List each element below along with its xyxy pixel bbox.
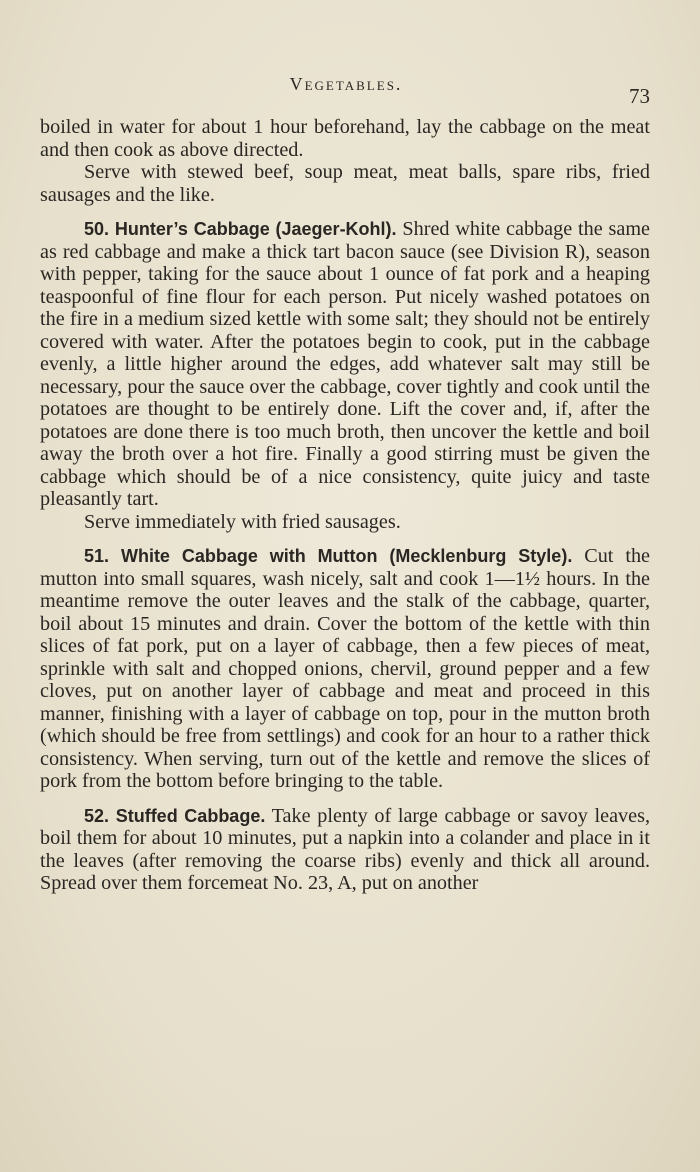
paragraph-continued: boiled in water for about 1 hour beforehand, lay the cabbage on the meat and then cook as above directed. xyxy=(40,116,650,161)
recipe-50 xyxy=(40,218,650,511)
recipe-number: 52. xyxy=(84,805,110,826)
paragraph-serve: Serve with stewed beef, soup meat, meat balls, spare ribs, fried sausages and the like. xyxy=(40,161,650,206)
recipe-number: 50. xyxy=(84,219,110,239)
recipe-51 xyxy=(40,545,650,793)
recipe-52 xyxy=(40,805,650,895)
recipe-title: White Cabbage with Mutton (Mecklenburg Style). xyxy=(120,546,573,566)
page-header xyxy=(40,74,652,108)
recipe-title: Hunter’s Cabbage (Jaeger-Kohl). xyxy=(114,219,397,239)
recipe-text: Cut the mutton into small squares, wash nicely, salt and cook 1—1½ hours. In the meantime remove the outer leaves and the stalk of the cabbage, quarter, boil about 15 minutes and drain. Cover the bottom of the kettle with thin slices of fat pork, put on a layer of cabbage, then a few pieces of meat, sprinkle with salt and chopped onions, chervil, ground pepper and a few cloves, put on another layer of cabbage and meat and proceed in this manner, finishing with a layer of cabbage on top, pour in the mutton broth (which should be free from settlings) and cook for an hour to a rather thick consistency. When serving, turn out of the kettle and remove the slices of pork from the bottom before bringing to the table. xyxy=(40,545,650,792)
page-body xyxy=(40,116,650,895)
recipe-text: Shred white cabbage the same as red cabbage and make a thick tart bacon sauce (see Division R), season with pepper, taking for the sauce about 1 ounce of fat pork and a heaping teaspoonful of fine flour for each person. Put nicely washed potatoes on the fire in a medium sized kettle with some salt; they should not be entirely covered with water. After the potatoes begin to cook, put in the cabbage evenly, a little higher around the edges, add whatever salt may still be necessary, pour the sauce over the cabbage, cover tightly and cook until the potatoes are thought to be entirely done. Lift the cover and, if, after the potatoes are done there is too much broth, then uncover the kettle and boil away the broth over a hot fire. Finally a good stirring must be given the cabbage which should be of a nice consistency, quite juicy and taste pleasantly tart. xyxy=(40,218,651,510)
running-head: Vegetables. xyxy=(289,74,403,94)
recipe-number: 51. xyxy=(84,546,110,566)
recipe-text: Take plenty of large cabbage or savoy leaves, boil them for about 10 minutes, put a napkin into a colander and place in it the leaves (after removing the coarse ribs) evenly and thick all around. Spread over them forcemeat No. 23, A, put on another xyxy=(40,804,651,894)
page-number: 73 xyxy=(629,84,650,108)
recipe-title: Stuffed Cabbage. xyxy=(115,805,266,826)
recipe-50-serve: Serve immediately with fried sausages. xyxy=(84,510,401,533)
